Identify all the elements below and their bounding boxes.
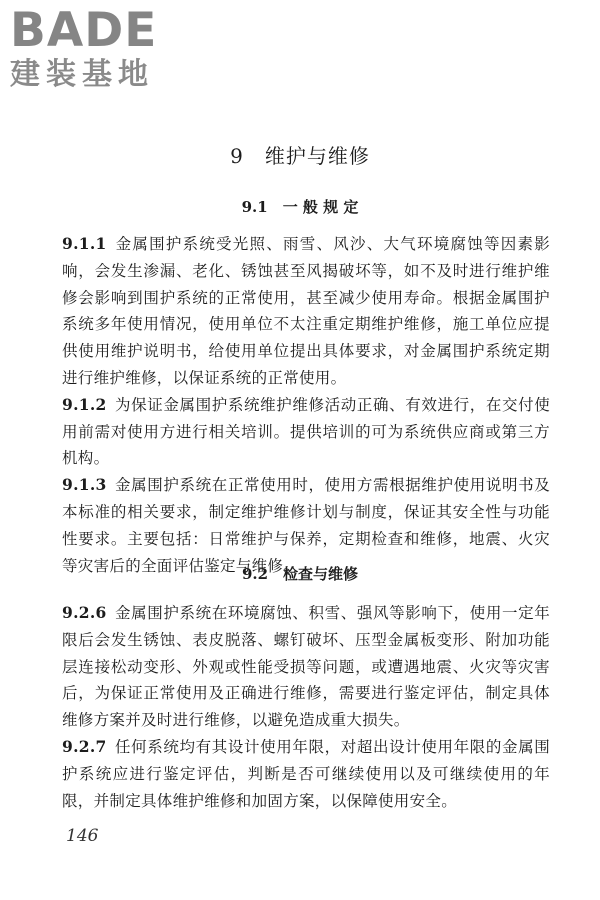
clause-number: 9.2.7 [62, 736, 107, 756]
clause-text: 金属围护系统在环境腐蚀、积雪、强风等影响下，使用一定年限后会发生锈蚀、表皮脱落、螺钉破坏、压型金属板变形、附加功能层连接松动变形、外观或性能受损等问题，或遭遇地震、火灾等灾害后，为保证正常使用及正确进行维修，需要进行鉴定评估，制定具体维修方案并及时进行维修，以避免造成重大损失。 [62, 604, 550, 730]
clause-number: 9.1.2 [62, 394, 107, 414]
clause-paragraph [62, 392, 550, 472]
clause-paragraph [62, 734, 550, 814]
clause-paragraph [62, 600, 550, 734]
clause-number: 9.1.1 [62, 234, 107, 253]
clause-text: 金属围护系统受光照、雨雪、风沙、大气环境腐蚀等因素影响，会发生渗漏、老化、锈蚀甚至风揭破坏等，如不及时进行维护维修会影响到围护系统的正常使用，甚至减少使用寿命。根据金属围护系统多年使用情况，使用单位不太注重定期维护维修，施工单位应提供使用维护说明书，给使用单位提出具体要求，对金属围护系统定期进行维护维修，以保证系统的正常使用。 [62, 235, 550, 387]
section-body [62, 231, 550, 579]
clause-text: 任何系统均有其设计使用年限，对超出设计使用年限的金属围护系统应进行鉴定评估，判断是否可继续使用以及可继续使用的年限，并制定具体维护维修和加固方案，以保障使用安全。 [62, 737, 550, 810]
page-number: 146 [66, 826, 99, 846]
section-title: 9.1 一 般 规 定 [241, 198, 359, 216]
section-body [62, 600, 550, 814]
section-title: 9.2 检查与维修 [241, 565, 359, 583]
clause-paragraph [62, 231, 550, 392]
bade-logo [10, 3, 180, 92]
logo-wordmark: BADE [10, 3, 158, 58]
clause-number: 9.1.3 [62, 475, 107, 495]
logo-subtitle: 建装基地 [10, 57, 154, 92]
clause-text: 为保证金属围护系统维护维修活动正确、有效进行，在交付使用前需对使用方进行相关培训。提供培训的可为系统供应商或第三方机构。 [62, 395, 550, 468]
clause-number: 9.2.6 [62, 603, 107, 622]
clause-text: 金属围护系统在正常使用时，使用方需根据维护使用说明书及本标准的相关要求，制定维护维修计划与制度，保证其安全性与功能性要求。主要包括：日常维护与保养，定期检查和维修，地震、火灾等灾害后的全面评估鉴定与维修。 [62, 476, 550, 575]
chapter-title: 9 维护与维修 [230, 144, 370, 168]
